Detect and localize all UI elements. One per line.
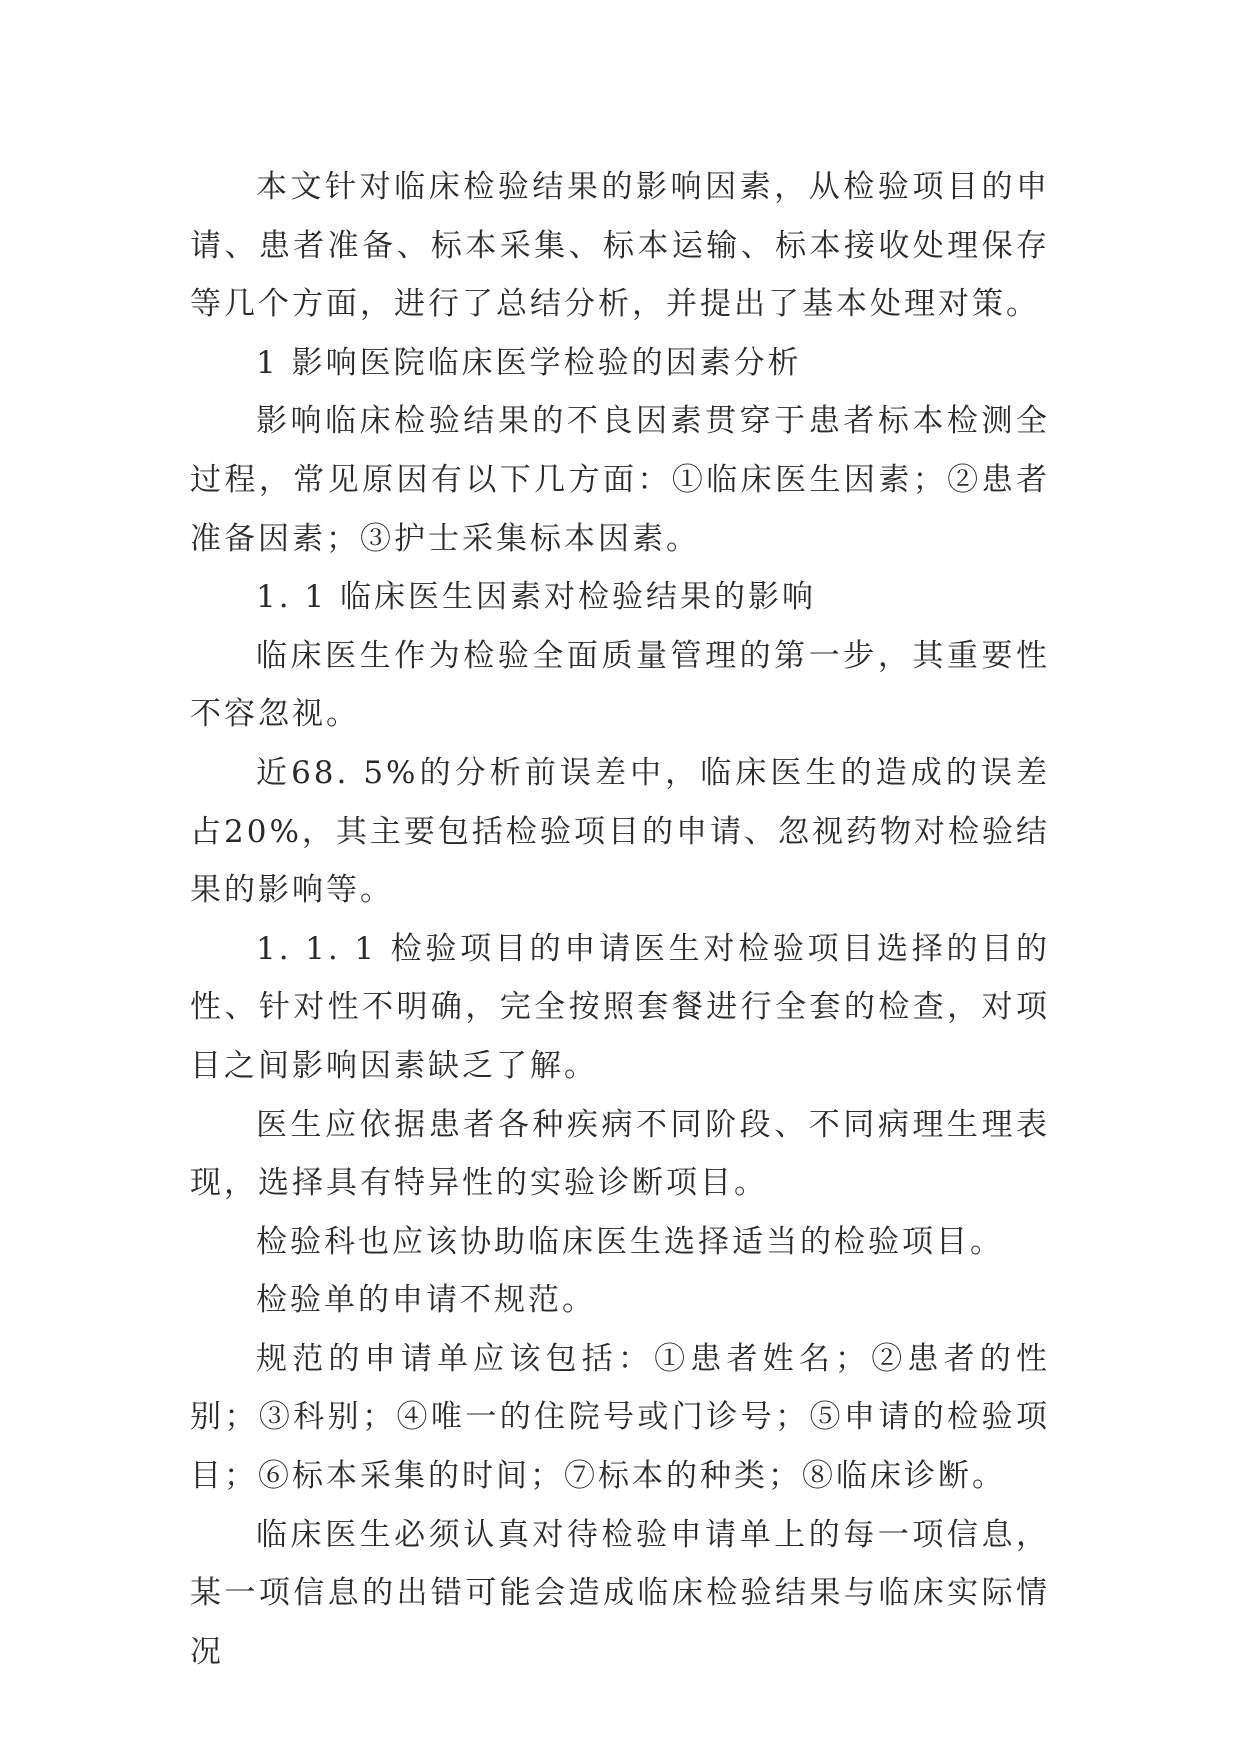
paragraph-factors-overview: 影响临床检验结果的不良因素贯穿于患者标本检测全过程，常见原因有以下几方面：①临床医生因素；②患者准备因素；③护士采集标本因素。 bbox=[190, 403, 1050, 557]
paragraph-doctor-selection: 医生应依据患者各种疾病不同阶段、不同病理生理表现，选择具有特异性的实验诊断项目。 bbox=[190, 1106, 1050, 1202]
paragraph-lab-assist: 检验科也应该协助临床医生选择适当的检验项目。 bbox=[256, 1223, 1004, 1260]
paragraph-clinician-importance: 临床医生作为检验全面质量管理的第一步，其重要性不容忽视。 bbox=[190, 637, 1050, 733]
section-heading-1-1: 1. 1 临床医生因素对检验结果的影响 bbox=[256, 579, 817, 616]
paragraph-request-nonstandard: 检验单的申请不规范。 bbox=[256, 1282, 596, 1319]
paragraph-form-accuracy: 临床医生必须认真对待检验申请单上的每一项信息，某一项信息的出错可能会造成临床检验结果与临床实际情况 bbox=[190, 1516, 1050, 1670]
section-heading-1: 1 影响医院临床医学检验的因素分析 bbox=[256, 344, 802, 381]
paragraph-1-1-1-test-request: 1. 1. 1 检验项目的申请医生对检验项目选择的目的性、针对性不明确，完全按照套餐进行全套的检查，对项目之间影响因素缺乏了解。 bbox=[190, 930, 1050, 1084]
paragraph-intro: 本文针对临床检验结果的影响因素，从检验项目的申请、患者准备、标本采集、标本运输、标本接收处理保存等几个方面，进行了总结分析，并提出了基本处理对策。 bbox=[190, 169, 1050, 323]
paragraph-standard-form-contents: 规范的申请单应该包括：①患者姓名；②患者的性别；③科别；④唯一的住院号或门诊号；⑤申请的检验项目；⑥标本采集的时间；⑦标本的种类；⑧临床诊断。 bbox=[190, 1340, 1050, 1495]
paragraph-error-statistics: 近68. 5%的分析前误差中，临床医生的造成的误差占20%，其主要包括检验项目的申请、忽视药物对检验结果的影响等。 bbox=[190, 754, 1050, 909]
document-body bbox=[190, 158, 1050, 1681]
